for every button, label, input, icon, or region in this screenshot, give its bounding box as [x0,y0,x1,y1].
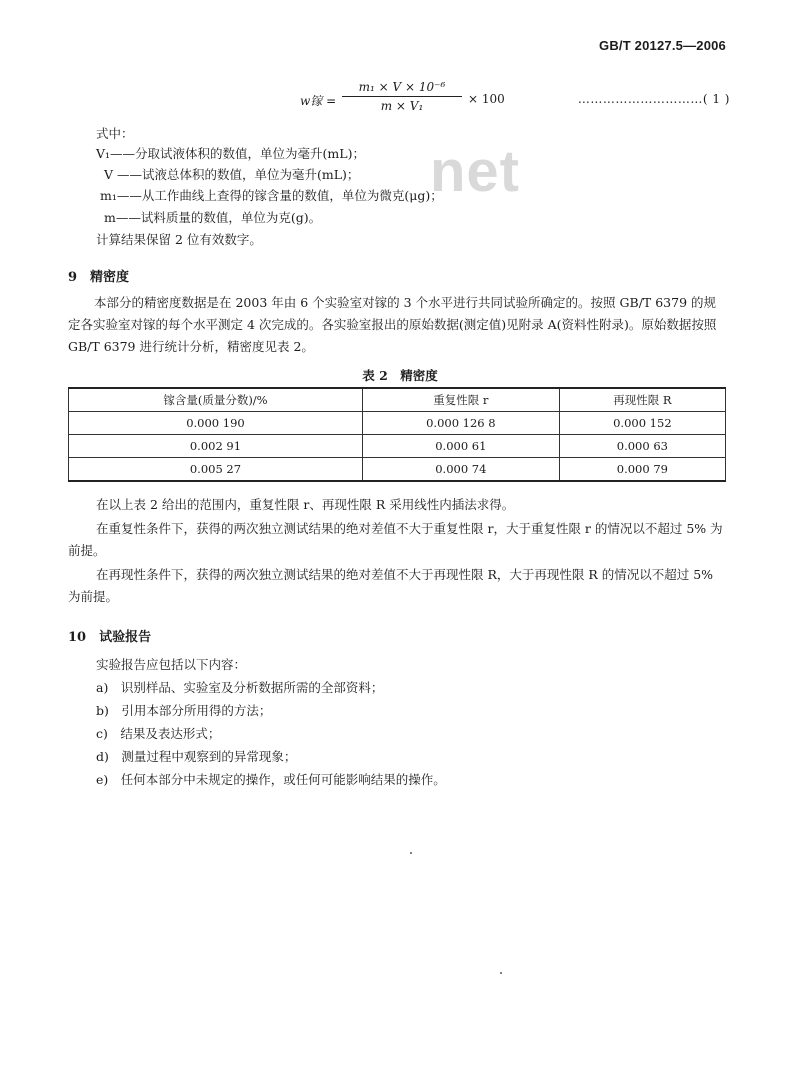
table-cell: 0.000 61 [362,435,559,458]
report-item-b: b) 引用本部分所用得的方法； [96,703,272,718]
definition-m1: m₁——从工作曲线上查得的镓含量的数值，单位为微克(μg)； [100,188,443,203]
section-9-paragraph: 本部分的精密度数据是在 2003 年由 6 个实验室对镓的 3 个水平进行共同试验所确定的。按照 GB/T 6379 的规定各实验室对镓的每个水平测定 4 次完成的。各实验室报出的原始数据(测定值)见附录 A(资料性附录)。原始数据按照 GB/T 6379 进行统计分析，精密度见表 2。 [68,295,717,354]
precision-table [68,387,726,482]
table-cell: 0.000 74 [362,458,559,482]
table-cell: 0.000 126 8 [362,412,559,435]
table-cell: 0.005 27 [69,458,363,482]
table-cell: 0.000 190 [69,412,363,435]
report-item-c: c) 结果及表达形式； [96,726,221,741]
repeatability-note: 在重复性条件下，获得的两次独立测试结果的绝对差值不大于重复性限 r，大于重复性限 r 的情况以不超过 5% 为前提。 [68,521,723,558]
formula-lhs: w镓 = [300,94,337,108]
table-note: 在以上表 2 给出的范围内，重复性限 r、再现性限 R 采用线性内插法求得。 [96,497,515,512]
definition-v: V ——试液总体积的数值，单位为毫升(mL)； [104,167,360,182]
report-item-e: e) 任何本部分中未规定的操作，或任何可能影响结果的操作。 [96,772,446,787]
table-row [69,435,726,458]
definition-v1: V₁——分取试液体积的数值，单位为毫升(mL)； [96,146,365,161]
definition-m: m——试料质量的数值，单位为克(g)。 [104,210,322,225]
formula-fraction [342,80,462,113]
formula-numerator: m₁ × V × 10⁻⁶ [342,80,462,97]
watermark: net [430,139,520,204]
scan-speck [410,852,412,854]
table-header: 再现性限 R [559,388,725,412]
formula-multiplier: × 100 [468,92,505,106]
table-cell: 0.000 152 [559,412,725,435]
table-caption: 表 2 精密度 [362,368,438,383]
formula-denominator: m × V₁ [380,99,424,113]
table-header: 镓含量(质量分数)/% [69,388,363,412]
table-header-row [69,388,726,412]
rounding-note: 计算结果保留 2 位有效数字。 [96,232,262,247]
standard-number: GB/T 20127.5—2006 [599,38,726,53]
report-item-a: a) 识别样品、实验室及分析数据所需的全部资料； [96,680,384,695]
section-10-heading: 10 试验报告 [68,630,152,645]
definitions-intro: 式中： [96,126,134,141]
table-cell: 0.000 63 [559,435,725,458]
table-cell: 0.002 91 [69,435,363,458]
equation-number: …………………………( 1 ) [577,92,730,106]
section-9-heading: 9 精密度 [68,270,130,285]
table-row [69,412,726,435]
table-header: 重复性限 r [362,388,559,412]
table-cell: 0.000 79 [559,458,725,482]
reproducibility-note: 在再现性条件下，获得的两次独立测试结果的绝对差值不大于再现性限 R，大于再现性限 R 的情况以不超过 5% 为前提。 [68,567,714,604]
table-row [69,458,726,482]
formula-1 [300,80,730,120]
report-item-d: d) 测量过程中观察到的异常现象； [96,749,297,764]
scan-speck [500,972,502,974]
report-intro: 实验报告应包括以下内容： [96,657,247,672]
